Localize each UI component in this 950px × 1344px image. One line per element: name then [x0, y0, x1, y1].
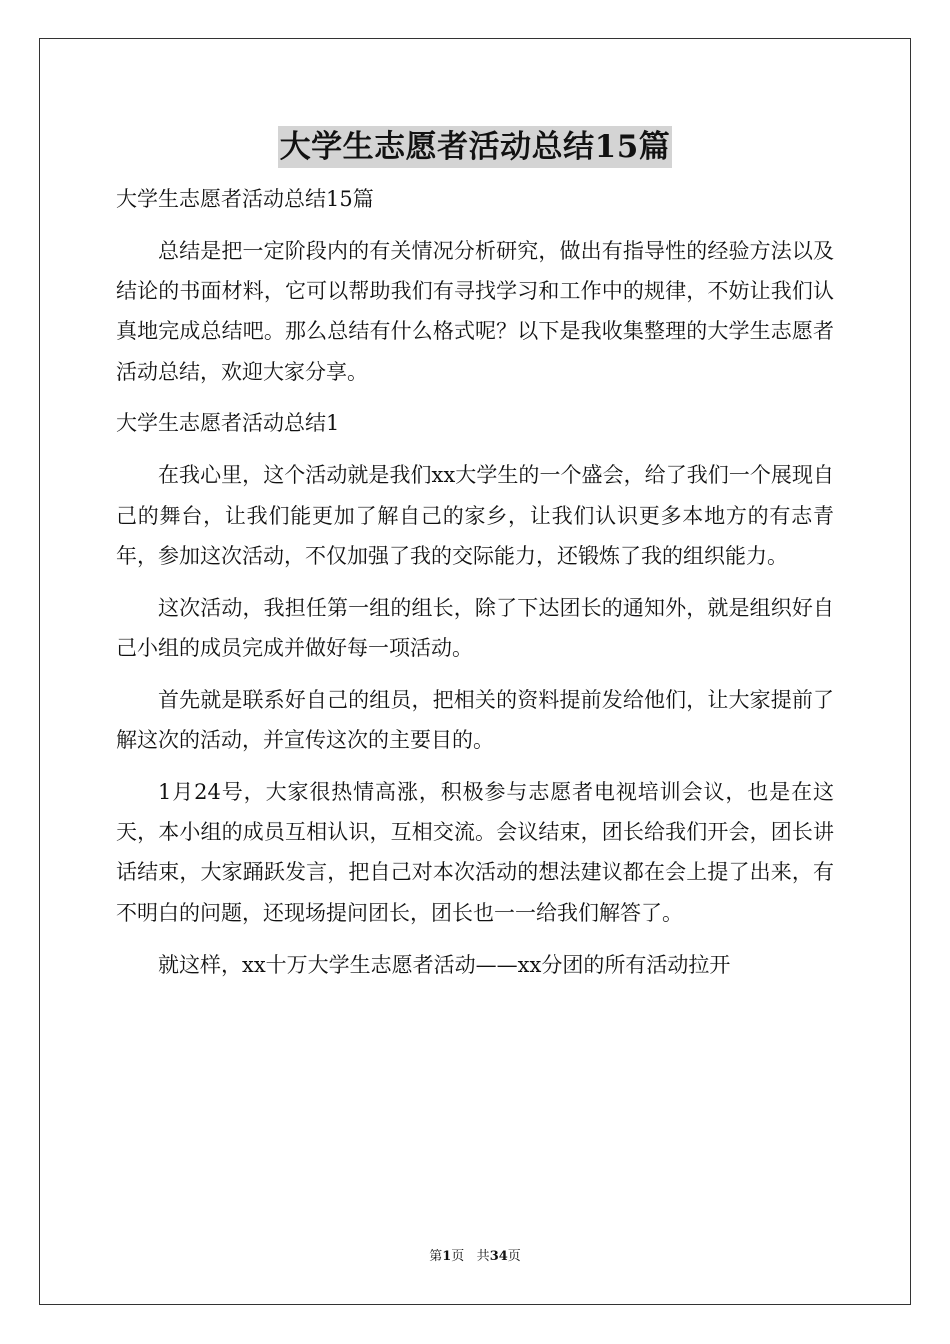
- page-suffix: 页: [451, 1249, 465, 1264]
- document-subtitle: 大学生志愿者活动总结15篇: [116, 187, 374, 211]
- body-paragraph: 1月24号，大家很热情高涨，积极参与志愿者电视培训会议，也是在这天，本小组的成员互相认识，互相交流。会议结束，团长给我们开会，团长讲话结束，大家踊跃发言，把自己对本次活动的想法建议都在会上提了出来，有不明白的问题，还现场提问团长，团长也一一给我们解答了。: [116, 779, 834, 925]
- page-footer: [0, 1248, 950, 1266]
- intro-paragraph: 总结是把一定阶段内的有关情况分析研究，做出有指导性的经验方法以及结论的书面材料，它可以帮助我们有寻找学习和工作中的规律，不妨让我们认真地完成总结吧。那么总结有什么格式呢？以下是我收集整理的大学生志愿者活动总结，欢迎大家分享。: [116, 238, 834, 384]
- page-current: 1: [442, 1249, 452, 1264]
- page-total: 34: [489, 1249, 508, 1264]
- body-paragraph: 首先就是联系好自己的组员，把相关的资料提前发给他们，让大家提前了解这次的活动，并宣传这次的主要目的。: [116, 687, 834, 753]
- total-prefix: 共: [476, 1249, 490, 1264]
- total-suffix: 页: [507, 1249, 521, 1264]
- body-paragraph: 就这样，xx十万大学生志愿者活动——xx分团的所有活动拉开: [158, 952, 731, 977]
- page-prefix: 第: [429, 1249, 443, 1264]
- section-heading: 大学生志愿者活动总结1: [116, 411, 340, 436]
- body-paragraph: 在我心里，这个活动就是我们xx大学生的一个盛会，给了我们一个展现自己的舞台，让我们能更加了解自己的家乡，让我们认识更多本地方的有志青年，参加这次活动，不仅加强了我的交际能力，还锻炼了我的组织能力。: [116, 463, 834, 568]
- title-container: [0, 126, 950, 168]
- body-paragraph: 这次活动，我担任第一组的组长，除了下达团长的通知外，就是组织好自己小组的成员完成并做好每一项活动。: [116, 595, 834, 660]
- document-title: 大学生志愿者活动总结15篇: [278, 126, 673, 168]
- document-body: [116, 179, 834, 996]
